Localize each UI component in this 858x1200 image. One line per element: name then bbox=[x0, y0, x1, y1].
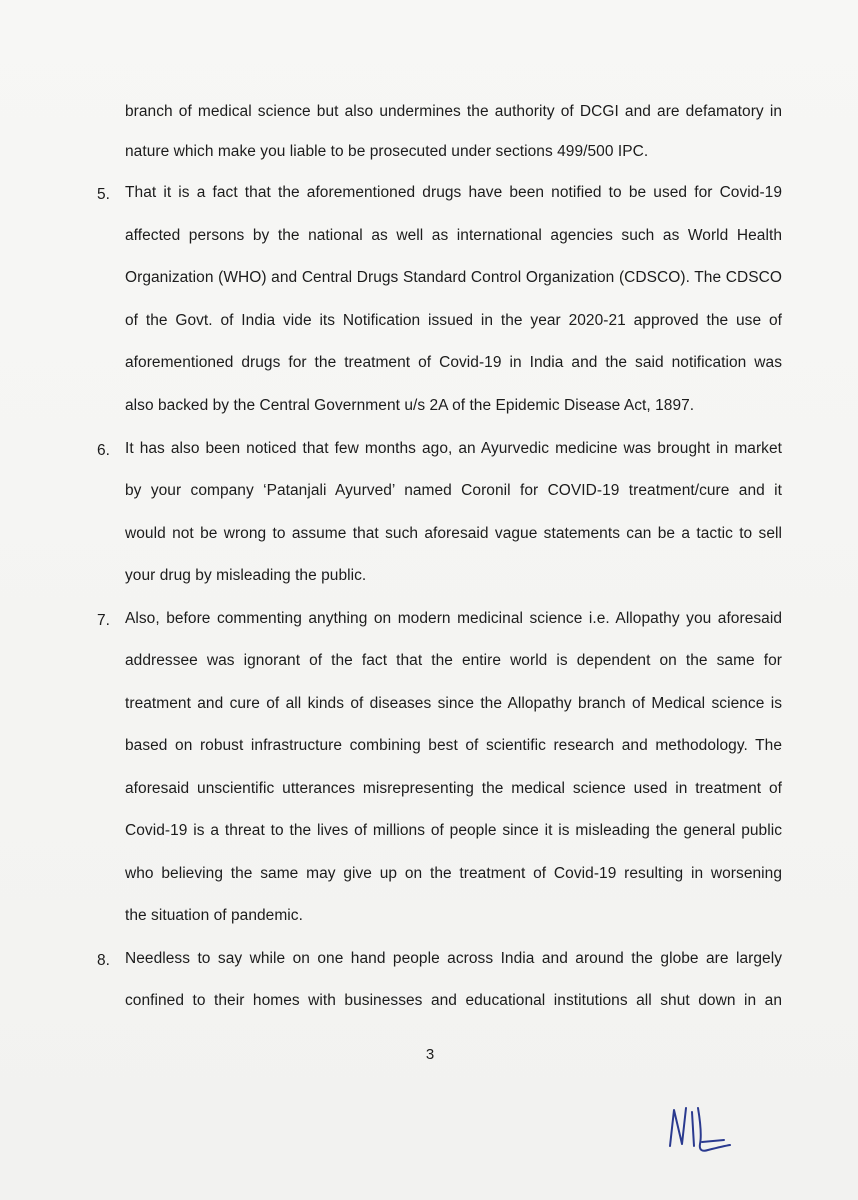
text-line: the situation of pandemic. bbox=[125, 907, 303, 924]
text-line: Also, before commenting anything on modern medicinal science i.e. Allopathy you aforesaid bbox=[125, 610, 782, 627]
paragraph-number: 5. bbox=[97, 186, 110, 203]
text-line: aforesaid unscientific utterances misrepresenting the medical science used in treatment of bbox=[125, 780, 782, 797]
paragraph-number: 8. bbox=[97, 952, 110, 969]
text-line: Needless to say while on one hand people across India and around the globe are largely bbox=[125, 950, 782, 967]
paragraph-number: 6. bbox=[97, 442, 110, 459]
text-line: your drug by misleading the public. bbox=[125, 567, 367, 584]
text-line: confined to their homes with businesses and educational institutions all shut down in an bbox=[125, 992, 782, 1009]
text-line: Organization (WHO) and Central Drugs Standard Control Organization (CDSCO). The CDSCO bbox=[125, 269, 782, 286]
text-line: by your company ‘Patanjali Ayurved’ named Coronil for COVID-19 treatment/cure and it bbox=[125, 482, 782, 499]
page-number: 3 bbox=[425, 1046, 435, 1063]
text-line: also backed by the Central Government u/s 2A of the Epidemic Disease Act, 1897. bbox=[125, 397, 695, 414]
text-line: affected persons by the national as well as international agencies such as World Health bbox=[125, 227, 782, 244]
text-line: It has also been noticed that few months ago, an Ayurvedic medicine was brought in market bbox=[125, 440, 782, 457]
text-line: who believing the same may give up on the treatment of Covid-19 resulting in worsening bbox=[125, 865, 782, 882]
text-line: based on robust infrastructure combining best of scientific research and methodology. The bbox=[125, 737, 782, 754]
text-line: would not be wrong to assume that such aforesaid vague statements can be a tactic to sell bbox=[125, 525, 782, 542]
paragraph-number: 7. bbox=[97, 612, 110, 629]
text-line: aforementioned drugs for the treatment of Covid-19 in India and the said notification was bbox=[125, 354, 782, 371]
text-line: Covid-19 is a threat to the lives of millions of people since it is misleading the general public bbox=[125, 822, 782, 839]
text-line: addressee was ignorant of the fact that the entire world is dependent on the same for bbox=[125, 652, 782, 669]
text-line: branch of medical science but also undermines the authority of DCGI and are defamatory in bbox=[125, 103, 782, 120]
text-line: That it is a fact that the aforementioned drugs have been notified to be used for Covid-19 bbox=[125, 184, 782, 201]
text-line: nature which make you liable to be prosecuted under sections 499/500 IPC. bbox=[125, 143, 649, 160]
text-line: treatment and cure of all kinds of diseases since the Allopathy branch of Medical science is bbox=[125, 695, 782, 712]
handwritten-signature-icon bbox=[662, 1098, 742, 1158]
text-line: of the Govt. of India vide its Notification issued in the year 2020-21 approved the use of bbox=[125, 312, 782, 329]
